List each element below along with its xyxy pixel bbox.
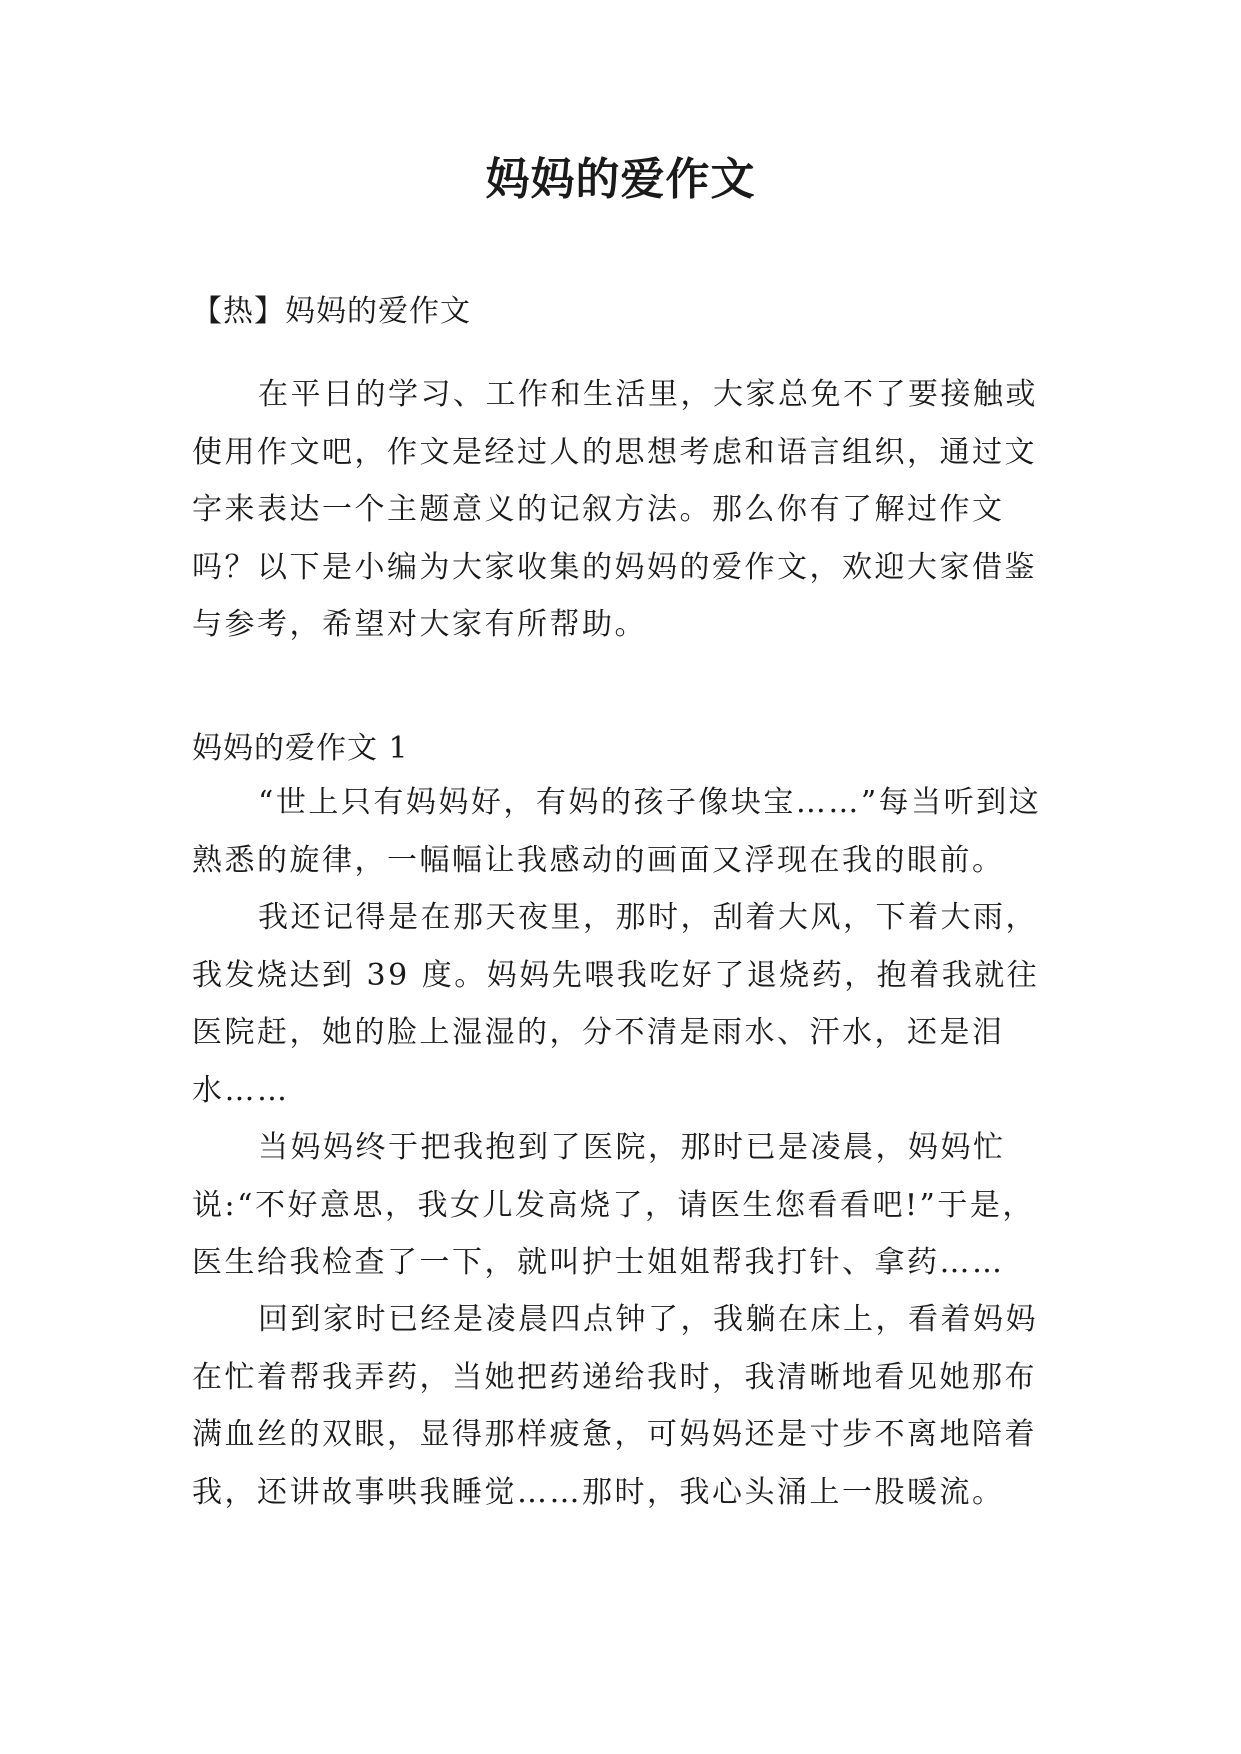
- paragraph-4: 回到家时已经是凌晨四点钟了，我躺在床上，看着妈妈在忙着帮我弄药，当她把药递给我时，我清晰地看见她那布满血丝的双眼，显得那样疲惫，可妈妈还是寸步不离地陪着我，还讲故事哄我睡觉……那时，我心头涌上一股暖流。: [192, 1302, 1038, 1510]
- paragraph-2: 我还记得是在那天夜里，那时，刮着大风，下着大雨，我发烧达到 39 度。妈妈先喂我吃好了退烧药，抱着我就往医院赶，她的脸上湿湿的，分不清是雨水、汗水，还是泪水……: [192, 900, 1040, 1108]
- paragraph-1: “世上只有妈妈好，有妈的孩子像块宝……”每当听到这熟悉的旋律，一幅幅让我感动的画面又浮现在我的眼前。: [192, 785, 1042, 878]
- document-title: 妈妈的爱作文: [485, 154, 756, 205]
- section-heading: 妈妈的爱作文 1: [192, 731, 409, 766]
- document-subtitle: 【热】妈妈的爱作文: [192, 294, 471, 329]
- paragraph-3: 当妈妈终于把我抱到了医院，那时已是凌晨，妈妈忙说:“不好意思，我女儿发高烧了，请医生您看看吧!”于是，医生给我检查了一下，就叫护士姐姐帮我打针、拿药……: [192, 1130, 1035, 1280]
- intro-paragraph: 在平日的学习、工作和生活里，大家总免不了要接触或使用作文吧，作文是经过人的思想考虑和语言组织，通过文字来表达一个主题意义的记叙方法。那么你有了解过作文吗？以下是小编为大家收集的妈妈的爱作文，欢迎大家借鉴与参考，希望对大家有所帮助。: [192, 377, 1038, 642]
